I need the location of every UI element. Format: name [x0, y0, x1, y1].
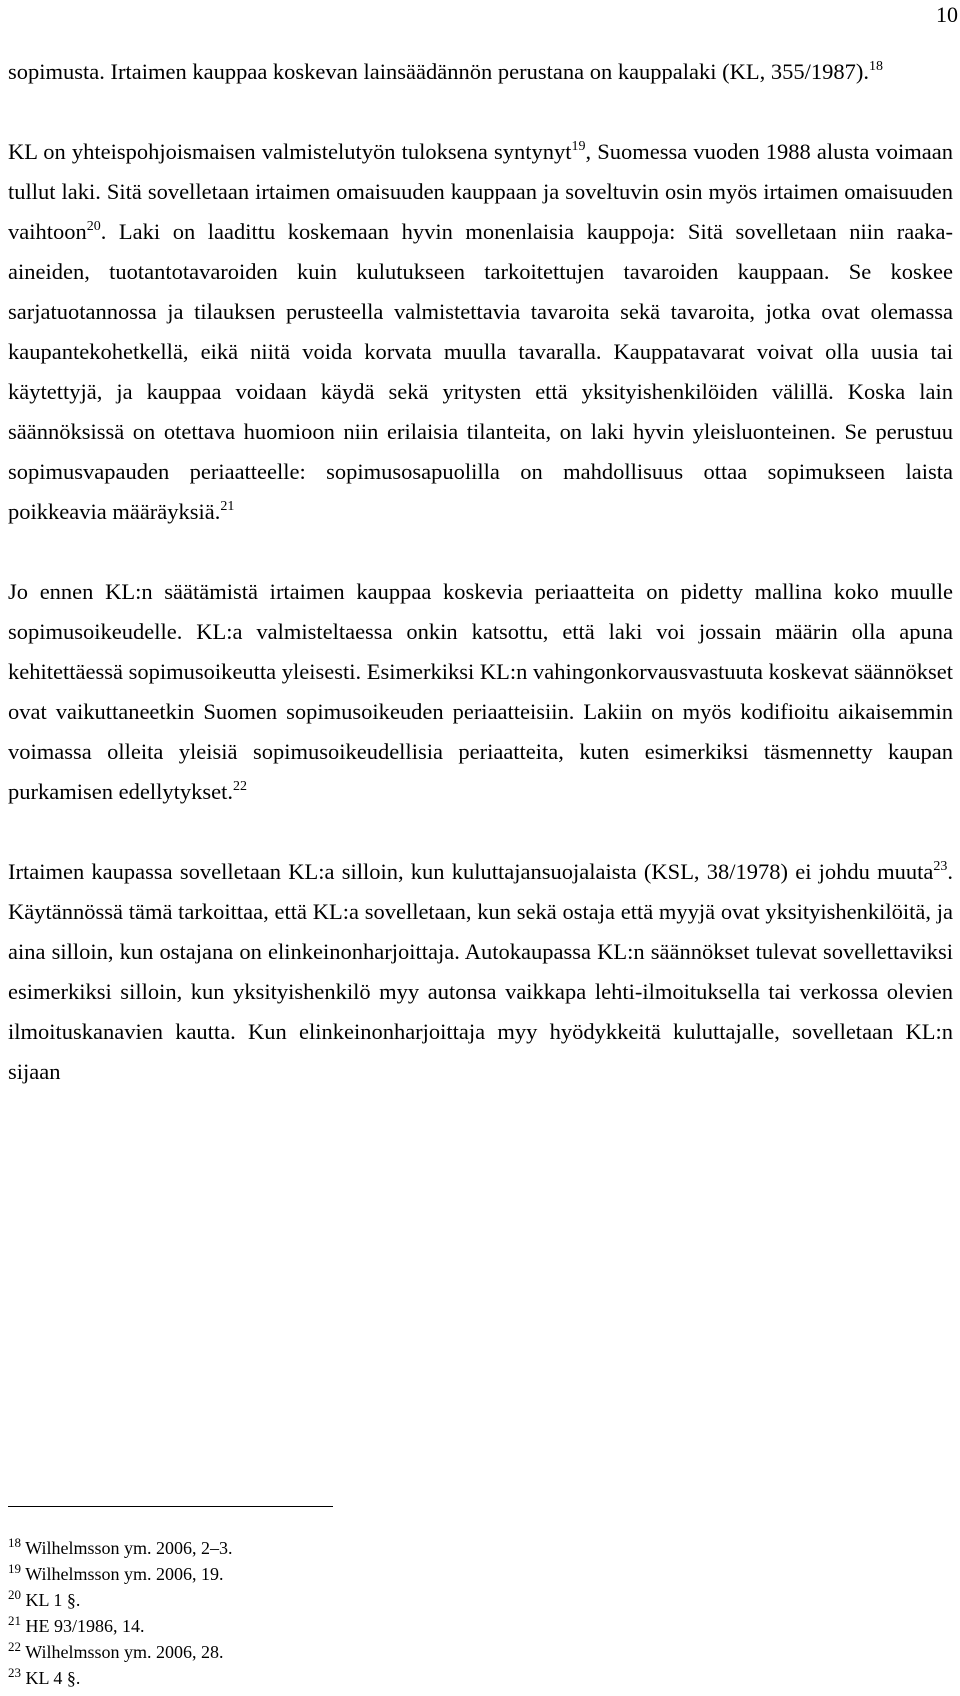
text-segment: Jo ennen KL:n säätämistä irtaimen kauppaa koskevia periaatteita on pidetty mallina koko muulle sopimusoikeudelle. KL:a valmisteltaessa onkin katsottu, että laki voi jossain määrin olla apuna kehitettäessä sopimusoikeutta yleisesti. Esimerkiksi KL:n vahingonkorvausvastuuta koskevat säännökset ovat vaikuttaneetkin Suomen sopimusoikeuden periaatteisiin. Lakiin on myös kodifioitu aikaisemmin voimassa olleita yleisiä sopimusoikeudellisia periaatteita, kuten esimerkiksi täsmennetty kaupan purkamisen edellytykset.: [8, 579, 953, 804]
footnote: [8, 1639, 232, 1665]
text-segment: Irtaimen kaupassa sovelletaan KL:a silloin, kun kuluttajansuojalaista (KSL, 38/1978) ei johdu muuta: [8, 859, 934, 884]
text-segment: . Laki on laadittu koskemaan hyvin monenlaisia kauppoja: Sitä sovelletaan niin raaka-aineiden, tuotantotavaroiden kuin kulutukseen tarkoitettujen tavaroiden kauppaan. Se koskee sarjatuotannossa ja tilauksen perusteella valmistettavia tavaroita sekä tavaroita, jotka ovat olemassa kaupantekohetkellä, eikä niitä voida korvata muulla tavaralla. Kauppatavarat voivat olla uusia tai käytettyjä, ja kauppaa voidaan käydä sekä yritysten että yksityishenkilöiden välillä. Koska lain säännöksissä on otettava huomioon niin erilaisia tilanteita, on laki hyvin yleisluonteinen. Se perustuu sopimusvapauden periaatteelle: sopimusosapuolilla on mahdollisuus ottaa sopimukseen laista poikkeavia määräyksiä.: [8, 219, 953, 524]
footnote-text: Wilhelmsson ym. 2006, 2–3.: [25, 1538, 233, 1558]
footnote-reference: 18: [869, 59, 884, 74]
footnote-reference: 23: [933, 859, 948, 874]
text-segment: KL on yhteispohjoismaisen valmistelutyön tuloksena syntynyt: [8, 139, 572, 164]
footnote: [8, 1587, 232, 1613]
text-segment: sopimusta. Irtaimen kauppaa koskevan lainsäädännön perustana on kauppalaki (KL, 355/1987).: [8, 59, 870, 84]
footnote: [8, 1535, 232, 1561]
footnote: [8, 1561, 232, 1587]
footnote-text: KL 1 §.: [25, 1590, 81, 1610]
footnote-number: 18: [8, 1535, 21, 1550]
footnote-number: 23: [8, 1665, 21, 1680]
footnote-number: 22: [8, 1639, 21, 1654]
footnote-text: KL 4 §.: [25, 1668, 81, 1688]
paragraph: [8, 572, 953, 812]
footnote-number: 20: [8, 1587, 21, 1602]
footnote-reference: 20: [86, 219, 101, 234]
body-text: [8, 52, 953, 1092]
footnote-separator: [8, 1506, 333, 1507]
paragraph: [8, 132, 953, 532]
footnote: [8, 1613, 232, 1639]
paragraph: [8, 52, 953, 92]
text-segment: . Käytännössä tämä tarkoittaa, että KL:a sovelletaan, kun sekä ostaja että myyjä ovat yksityishenkilöitä, ja aina silloin, kun ostajana on elinkeinonharjoittaja. Autokaupassa KL:n säännökset tulevat sovellettaviksi esimerkiksi silloin, kun yksityishenkilö myy autonsa vaikkapa lehti-ilmoituksella tai verkossa olevien ilmoituskanavien kautta. Kun elinkeinonharjoittaja myy hyödykkeitä kuluttajalle, sovelletaan KL:n sijaan: [8, 859, 953, 1084]
footnote-text: Wilhelmsson ym. 2006, 19.: [25, 1564, 224, 1584]
footnote-text: HE 93/1986, 14.: [25, 1616, 145, 1636]
footnote: [8, 1665, 232, 1691]
footnote-text: Wilhelmsson ym. 2006, 28.: [25, 1642, 224, 1662]
footnote-reference: 19: [571, 139, 586, 154]
paragraph: [8, 852, 953, 1092]
footnote-number: 21: [8, 1613, 21, 1628]
footnote-number: 19: [8, 1561, 21, 1576]
page-number: 10: [936, 2, 958, 27]
footnote-reference: 21: [220, 499, 235, 514]
footnotes: [8, 1535, 232, 1691]
text-segment: , Suomessa vuoden 1988 alusta voimaan tullut laki. Sitä sovelletaan irtaimen omaisuuden kauppaan ja soveltuvin osin myös irtaimen omaisuuden vaihtoon: [8, 139, 953, 244]
footnote-reference: 22: [232, 779, 247, 794]
